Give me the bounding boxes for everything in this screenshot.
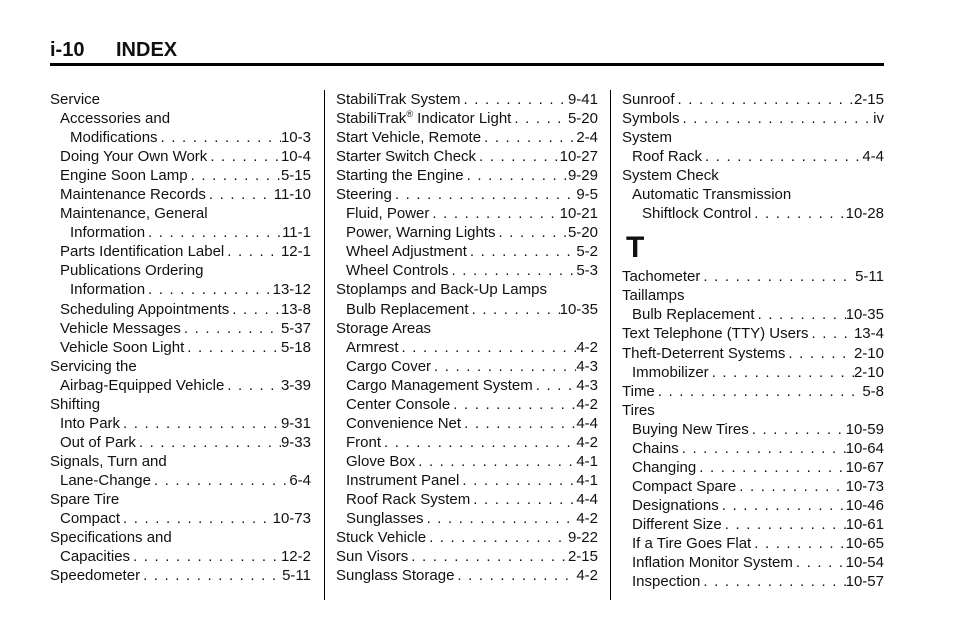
page-header [50,36,884,66]
index-entry [336,319,598,338]
index-entry [622,553,884,572]
index-entry-term: Buying New Tires [632,420,749,438]
index-entry-term: Cargo Management System [346,376,533,394]
dot-leader [808,324,854,343]
index-entry [336,90,598,109]
index-entry-page: 10-4 [280,148,311,166]
index-entry-term: StabiliTrak System [336,91,461,108]
index-entry-page: 6-4 [289,471,311,489]
index-entry-term: Convenience Net [346,414,462,432]
index-entry-page: 2-15 [853,91,884,108]
index-entry [336,338,598,357]
index-entry-term: Different Size [632,515,722,533]
index-entry-page: 4-2 [576,433,598,451]
header-rule [50,63,884,66]
index-entry-term: Publications Ordering [60,262,204,280]
index-entry-term: System [622,129,673,147]
index-entry-term: Text Telephone (TTY) Users [622,325,809,343]
index-entry [50,147,311,166]
index-entry [622,477,884,496]
index-entry [336,471,598,490]
index-column-3-top [622,90,884,223]
index-entry-term: Airbag-Equipped Vehicle [60,376,225,394]
index-entry [336,433,598,452]
dot-leader [680,109,874,128]
dot-leader [511,109,568,128]
index-entry-term: Information [70,224,146,242]
index-entry [336,395,598,414]
dot-leader [533,376,577,395]
index-entry-page: 4-3 [576,376,598,394]
dot-leader [696,458,845,477]
index-entry-term: Chains [632,439,679,457]
dot-leader [145,223,282,242]
index-entry-page: 11-1 [282,224,311,242]
index-entry-term: Armrest [346,338,399,356]
index-entry-page: 9-5 [576,186,598,204]
index-entry-page: 5-8 [862,382,884,400]
index-entry-page: 5-37 [280,319,311,337]
index-entry [50,357,311,376]
page-title: INDEX [116,39,178,61]
index-entry [50,261,311,280]
dot-leader [392,185,576,204]
dot-leader [229,300,281,319]
index-entry-term: Lane-Change [60,471,151,489]
index-entry [50,128,311,147]
index-entry-term: Information [70,281,146,299]
index-entry-term: Out of Park [60,433,136,451]
index-entry [50,280,311,299]
dot-leader [736,477,845,496]
index-entry [50,338,311,357]
index-entry [50,185,311,204]
index-entry-term: Center Console [346,395,451,413]
index-entry [622,344,884,363]
index-entry [50,547,311,566]
index-entry-term: Inspection [632,573,701,591]
index-entry-term: Shifting [50,395,101,413]
index-entry [50,223,311,242]
index-entry [336,166,598,185]
index-entry-page: 10-61 [845,515,884,533]
index-entry-page: 12-2 [280,548,311,566]
dot-leader [415,452,576,471]
dot-leader [431,357,576,376]
index-entry-page: 4-2 [576,567,598,585]
index-entry-page: iv [873,110,884,128]
index-entry-page: 2-15 [567,548,598,566]
index-entry [50,376,311,395]
index-entry-term: Capacities [60,548,131,566]
index-entry [336,414,598,433]
index-entry [50,509,311,528]
index-entry-page: 2-4 [576,129,598,147]
index-entry-term: Bulb Replacement [632,306,755,324]
index-entry-page: 5-15 [280,167,311,185]
index-entry [622,363,884,382]
index-entry [622,439,884,458]
index-entry [622,305,884,324]
index-entry-term: Doing Your Own Work [60,148,208,166]
index-entry-page: 5-11 [855,268,884,286]
index-entry-term: Sunglasses [346,510,424,528]
index-entry-term: Start Vehicle, Remote [336,129,482,147]
index-entry-term: Cargo Cover [346,357,432,375]
index-entry-term: Sun Visors [336,548,409,566]
index-entry-term: Roof Rack [632,148,703,166]
dot-leader [454,566,576,585]
index-entry-term: Servicing the [50,357,137,375]
dot-leader [461,414,576,433]
dot-leader [702,147,862,166]
dot-leader [136,433,281,452]
dot-leader [751,204,845,223]
index-entry [336,509,598,528]
dot-leader [426,528,568,547]
index-entry [622,420,884,439]
index-entry-page: 13-8 [280,300,311,318]
index-entry-term: Glove Box [346,452,416,470]
dot-leader [700,267,855,286]
index-entry-term: Specifications and [50,529,172,547]
index-entry-page: 10-27 [559,148,598,166]
column-divider [324,90,325,600]
index-entry-term: Accessories and [60,110,171,128]
index-entry-term: Scheduling Appointments [60,300,230,318]
index-entry [336,261,598,280]
index-entry-term: Wheel Controls [346,262,449,280]
index-entry [50,414,311,433]
dot-leader [749,420,846,439]
index-column-3 [622,90,884,591]
index-entry [622,267,884,286]
index-entry-page: 9-29 [567,167,598,185]
dot-leader [460,90,567,109]
dot-leader [700,572,845,591]
dot-leader [481,128,576,147]
index-entry [50,166,311,185]
index-entry [622,128,884,147]
index-entry-term: Spare Tire [50,490,120,508]
index-entry-page: 4-3 [576,357,598,375]
index-entry [50,300,311,319]
index-entry-page: 4-4 [576,414,598,432]
index-entry-term: Symbols [622,110,680,128]
index-entry-page: 10-73 [272,510,311,528]
index-entry-page: 5-20 [567,224,598,242]
index-entry [50,471,311,490]
index-entry-page: 5-20 [567,110,598,128]
dot-leader [709,363,854,382]
dot-leader [224,242,281,261]
index-entry [622,147,884,166]
index-entry-term: Shiftlock Control [642,205,752,223]
dot-leader [120,509,273,528]
index-entry [50,452,311,471]
index-entry [622,324,884,343]
index-entry-term: Stoplamps and Back-Up Lamps [336,281,547,299]
index-entry-term: System Check [622,167,719,185]
index-entry [50,204,311,223]
index-entry-term: Parts Identification Label [60,243,225,261]
index-entry-term: Immobilizer [632,363,709,381]
index-entry-page: 2-10 [853,344,884,362]
dot-leader [464,166,568,185]
dot-leader [429,204,559,223]
dot-leader [181,319,281,338]
index-entry [336,204,598,223]
dot-leader [679,439,846,458]
index-entry-page: 4-1 [576,471,598,489]
index-entry [336,376,598,395]
index-entry-page: 10-35 [559,300,598,318]
index-column-3-bottom [622,267,884,591]
dot-leader [151,471,289,490]
index-entry [622,166,884,185]
dot-leader [381,433,576,452]
dot-leader [207,147,281,166]
dot-leader [470,490,576,509]
index-entry [622,572,884,591]
dot-leader [476,147,560,166]
dot-leader [459,471,576,490]
index-entry [336,300,598,319]
index-entry-page: 13-4 [853,325,884,343]
index-entry-term: Tachometer [622,268,701,286]
index-entry [50,490,311,509]
index-entry [336,490,598,509]
index-entry-page: 9-33 [280,433,311,451]
dot-leader [755,305,846,324]
index-entry [622,204,884,223]
index-entry [622,109,884,128]
page-number: i-10 [50,39,85,61]
index-entry [336,109,598,128]
index-entry-term: Theft-Deterrent Systems [622,344,786,362]
index-entry-page: 3-39 [280,376,311,394]
index-entry-term: Speedometer [50,567,141,585]
index-entry [50,90,311,109]
index-entry-term: Maintenance Records [60,186,206,204]
index-entry-page: 10-35 [845,306,884,324]
index-entry-term: Bulb Replacement [346,300,469,318]
index-entry-term: Time [622,382,655,400]
dot-leader [655,382,863,401]
section-letter: T [626,231,645,265]
index-entry-term: Roof Rack System [346,490,471,508]
index-entry-term: Changing [632,458,697,476]
dot-leader [224,376,281,395]
dot-leader [496,223,568,242]
index-entry-term: Modifications [70,129,158,147]
index-entry-page: 10-28 [845,205,884,223]
index-entry-page: 5-2 [576,243,598,261]
index-entry-page: 10-46 [845,496,884,514]
index-entry [336,566,598,585]
index-entry-term: Compact Spare [632,477,737,495]
dot-leader [722,515,846,534]
index-entry [622,534,884,553]
index-entry-term: Storage Areas [336,319,432,337]
index-entry [50,109,311,128]
dot-leader [184,338,281,357]
index-entry [622,496,884,515]
index-entry-term: Fluid, Power [346,205,430,223]
index-entry-page: 4-1 [576,452,598,470]
index-entry [50,433,311,452]
dot-leader [675,90,854,109]
index-entry-term: If a Tire Goes Flat [632,534,752,552]
index-entry [336,280,598,299]
dot-leader [424,509,577,528]
index-entry-term: Tires [622,401,655,419]
index-entry-page: 5-11 [282,567,311,585]
index-entry [336,528,598,547]
index-entry [622,286,884,305]
dot-leader [719,496,846,515]
column-divider [610,90,611,600]
dot-leader [206,185,274,204]
index-entry-page: 11-10 [273,186,311,204]
index-entry-page: 13-12 [272,281,311,299]
index-entry-term: Compact [60,510,121,528]
index-entry-term: Steering [336,186,392,204]
index-entry-page: 4-4 [862,148,884,166]
dot-leader [145,280,273,299]
index-entry-term: Stuck Vehicle [336,529,427,547]
dot-leader [751,534,845,553]
index-entry [336,223,598,242]
index-entry-term: Vehicle Messages [60,319,181,337]
dot-leader [467,242,576,261]
index-entry [336,547,598,566]
index-entry-page: 12-1 [280,243,311,261]
dot-leader [785,344,854,363]
index-entry-page: 5-18 [280,338,311,356]
index-entry-term: Starting the Engine [336,167,464,185]
index-entry-page: 9-22 [567,529,598,547]
index-entry [336,128,598,147]
index-entry [622,401,884,420]
index-entry-term: Vehicle Soon Light [60,338,185,356]
index-entry-term: Instrument Panel [346,471,460,489]
index-entry-page: 10-67 [845,458,884,476]
index-entry-term: Starter Switch Check [336,148,477,166]
index-entry-page: 9-41 [567,91,598,108]
index-entry-term: Sunroof [622,91,675,108]
index-entry-term: Power, Warning Lights [346,224,496,242]
index-entry [622,90,884,109]
index-entry-page: 4-4 [576,490,598,508]
index-entry [336,357,598,376]
index-entry [50,242,311,261]
dot-leader [408,547,568,566]
index-entry-term: Maintenance, General [60,205,208,223]
index-entry-page: 5-3 [576,262,598,280]
index-entry-term: Automatic Transmission [632,186,792,204]
index-entry-term: Wheel Adjustment [346,243,467,261]
index-entry-page: 4-2 [576,338,598,356]
index-entry-term: Sunglass Storage [336,567,455,585]
index-column-2 [336,90,598,585]
dot-leader [469,300,560,319]
index-entry [50,395,311,414]
index-entry [622,185,884,204]
index-entry [622,515,884,534]
index-entry-page: 4-2 [576,510,598,528]
index-entry-term: Engine Soon Lamp [60,167,188,185]
index-entry-term: Service [50,91,101,108]
index-entry [50,319,311,338]
index-entry-page: 10-59 [845,420,884,438]
index-entry-term: StabiliTrak® Indicator Light [336,109,512,128]
index-entry-term: Into Park [60,414,121,432]
index-entry-term: Front [346,433,382,451]
index-entry-page: 9-31 [280,414,311,432]
dot-leader [450,395,576,414]
index-entry [336,147,598,166]
index-entry-page: 10-54 [845,554,884,572]
index-entry-page: 10-64 [845,439,884,457]
index-entry [50,528,311,547]
index-entry [50,566,311,585]
dot-leader [399,338,577,357]
index-entry-term: Designations [632,496,719,514]
index-entry [622,458,884,477]
index-entry-term: Signals, Turn and [50,452,167,470]
index-entry [336,242,598,261]
index-column-1 [50,90,311,585]
dot-leader [158,128,281,147]
index-entry [336,452,598,471]
dot-leader [793,553,846,572]
index-entry-page: 2-10 [853,363,884,381]
index-entry-page: 10-21 [559,205,598,223]
index-entry [336,185,598,204]
dot-leader [449,261,577,280]
index-entry [622,382,884,401]
index-entry-page: 10-57 [845,573,884,591]
dot-leader [130,547,281,566]
dot-leader [188,166,281,185]
index-entry-term: Inflation Monitor System [632,554,793,572]
index-entry-term: Taillamps [622,287,685,305]
index-entry-page: 10-65 [845,534,884,552]
dot-leader [120,414,281,433]
index-entry-page: 10-73 [845,477,884,495]
index-entry-page: 10-3 [280,129,311,147]
index-entry-page: 4-2 [576,395,598,413]
dot-leader [140,566,282,585]
